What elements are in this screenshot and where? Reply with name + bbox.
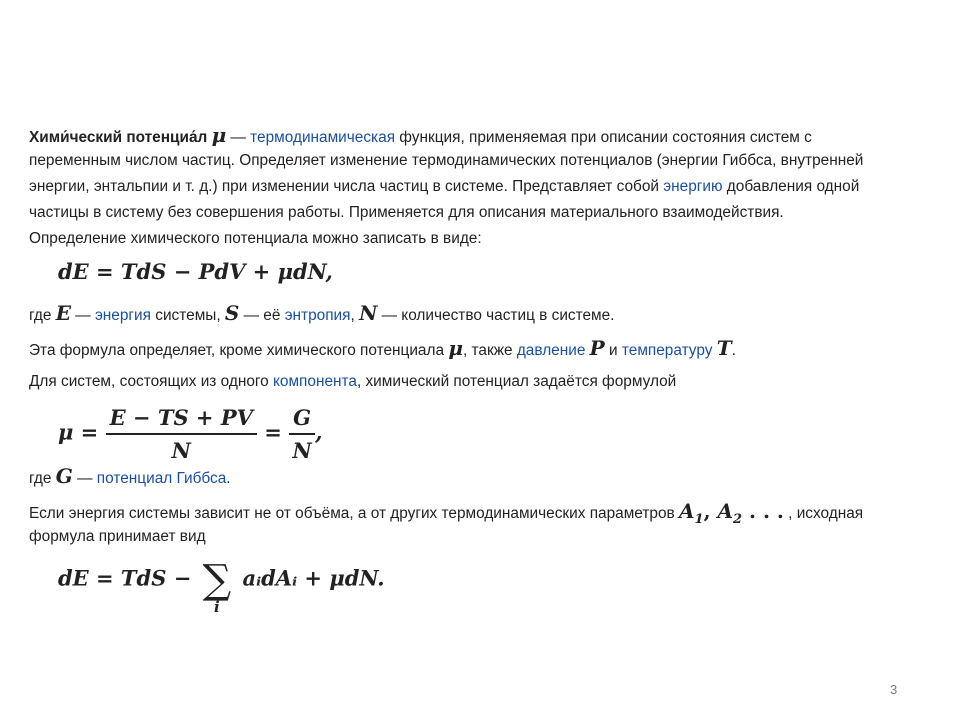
symbol-mu: μ (211, 123, 227, 147)
page-number: 3 (890, 682, 898, 697)
params-line-1: Если энергия системы зависит не от объёма, а от других термодинамических параметров $A_1$, $A_2$ . . . , исходная (29, 499, 864, 527)
intro-line-5: Определение химического потенциала можно записать в виде: (29, 230, 482, 247)
component-line: Для систем, состоящих из одного компонента, химический потенциал задаётся формулой (29, 373, 677, 390)
sum-symbol: ∑ i (202, 557, 232, 616)
formula-note-line: Эта формула определяет, кроме химического потенциала μ, также давление P и температуру T. (29, 336, 736, 360)
params-line-2: формула принимает вид (29, 528, 206, 545)
formula-1: dE = TdS − PdV + μdN, (58, 259, 333, 284)
formula-3: dE = TdS − ∑ i aᵢdAᵢ + μdN. (58, 557, 385, 616)
link-energy[interactable]: энергию (663, 178, 723, 195)
term-title: Хими́ческий потенциа́л (29, 129, 208, 146)
link-component[interactable]: компонента (273, 373, 357, 390)
intro-line-4: частицы в систему без совершения работы. Применяется для описания материального взаимодействия. (29, 204, 784, 221)
intro-line-2: переменным числом частиц. Определяет изменение термодинамических потенциалов (энергии Гиббса, внутренней (29, 152, 864, 169)
link-entropy[interactable]: энтропия (284, 307, 351, 324)
where-line-1: где E — энергия системы, S — её энтропия, N — количество частиц в системе. (29, 301, 615, 325)
link-gibbs-potential[interactable]: потенциал Гиббса (96, 470, 227, 487)
link-energy-2[interactable]: энергия (94, 307, 151, 324)
link-temperature[interactable]: температуру (621, 342, 713, 359)
where-line-2: где G — потенциал Гиббса. (29, 464, 231, 488)
intro-line-1: Хими́ческий потенциа́л μ — термодинамическая функция, применяемая при описании состояния систем с (29, 123, 812, 147)
link-pressure[interactable]: давление (516, 342, 586, 359)
link-thermodynamic[interactable]: термодинамическая (250, 129, 396, 146)
intro-line-3: энергии, энтальпии и т. д.) при изменении числа частиц в системе. Представляет собой энергию добавления одной (29, 178, 860, 195)
formula-2: μ = $\frac{E - TS + PV}{N}$ = $\frac{G}{N}$ , (58, 405, 323, 463)
